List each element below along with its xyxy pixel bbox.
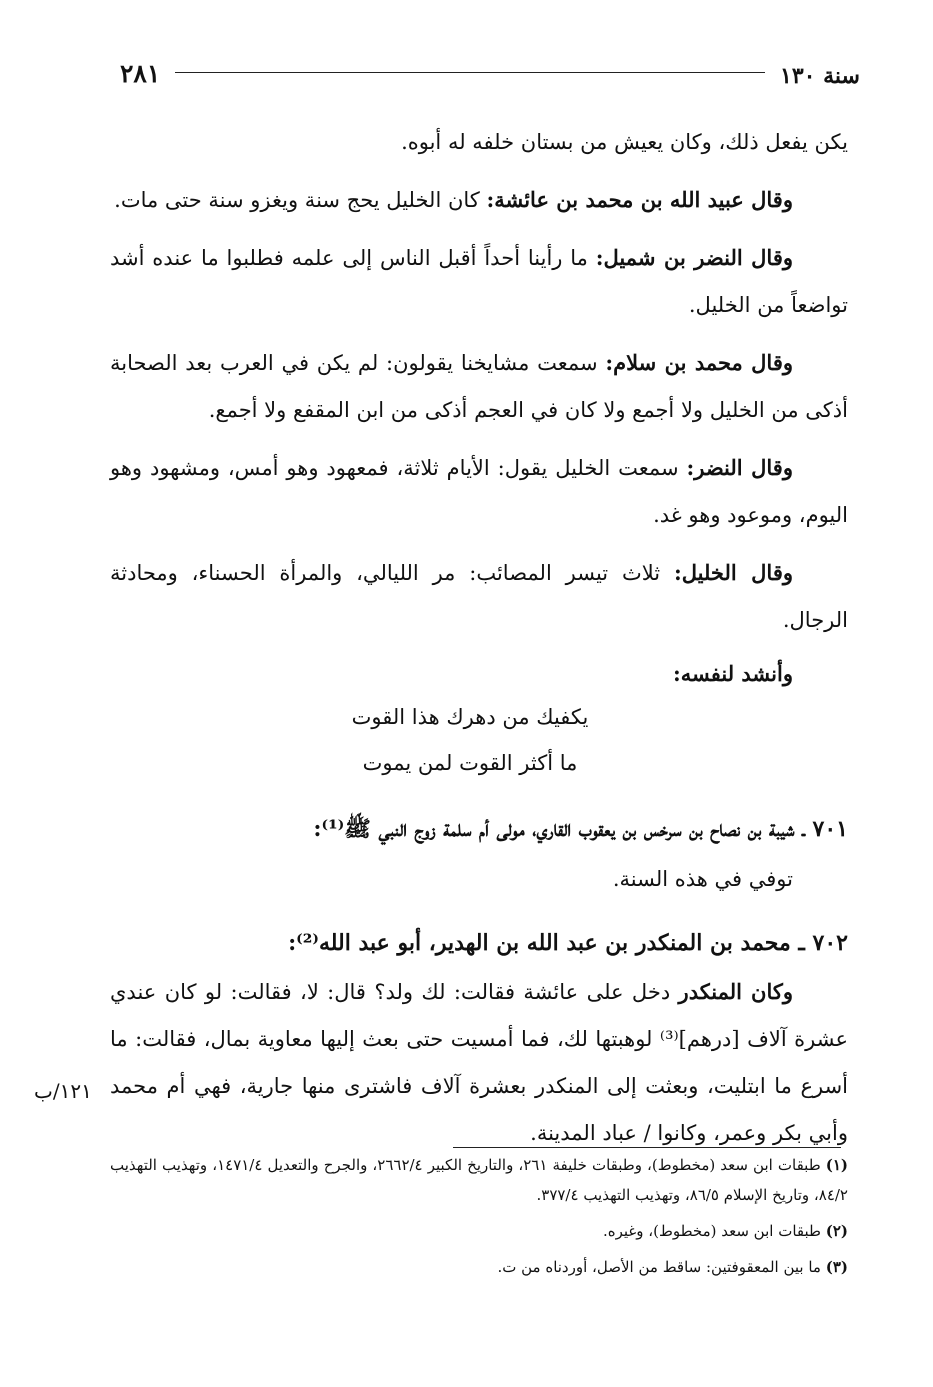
main-text — [110, 118, 848, 1167]
paragraph-4 — [110, 339, 848, 434]
footnote-2 — [110, 1216, 848, 1246]
paragraph-text: دخل على عائشة فقالت: لك ولد؟ قال: لا، فقالت: لو كان عندي عشرة آلاف [درهم]⁽³⁾ لوهبتها لك، فما أمسيت حتى بعث إليها معاوية بمال، فقالت: ما أسرع ما ابتليت، وبعثت إلى المنكدر بعشرة آلاف فاشترى منها جارية، فهي أم محمد وأبي بكر وعمر، وكانوا / عباد المدينة. — [110, 980, 849, 1145]
entry-702-text — [110, 968, 848, 1157]
page-header — [115, 58, 860, 94]
paragraph-text: ثلاث تيسر المصائب: مر الليالي، والمرأة الحسناء، ومحادثة الرجال. — [110, 561, 848, 632]
paragraph-text: سمعت الخليل يقول: الأيام ثلاثة، فمعهود وهو أمس، ومشهود وهو اليوم، وموعود وهو غد. — [110, 456, 848, 527]
paragraph-lead: وقال النضر: — [686, 455, 793, 480]
paragraph-text: ما رأينا أحداً أقبل الناس إلى علمه فطلبوا ما عنده أشد تواضعاً من الخليل. — [110, 246, 848, 317]
paragraph-lead: وقال محمد بن سلام: — [605, 350, 793, 375]
paragraph-text: يكن يفعل ذلك، وكان يعيش من بستان خلفه له أبوه. — [401, 130, 848, 154]
entry-701-heading: ٧٠١ ـ شيبة بن نصاح بن سرخس بن يعقوب القاري، مولى أم سلمة زوج النبي ﷺ⁽¹⁾: — [313, 816, 848, 842]
footnote-text: ما بين المعقوفتين: ساقط من الأصل، أوردناه من ت. — [497, 1258, 826, 1276]
footnote-number: (١) — [825, 1156, 848, 1174]
paragraph-lead: وقال النضر بن شميل: — [595, 245, 793, 270]
footnote-1 — [110, 1150, 848, 1210]
entry-702-heading: ٧٠٢ ـ محمد بن المنكدر بن عبد الله بن الهدير، أبو عبد الله⁽²⁾: — [288, 930, 848, 956]
footnote-number: (٣) — [825, 1258, 848, 1276]
running-head: سنة ١٣٠ — [780, 63, 860, 89]
paragraph-text: كان الخليل يحج سنة ويغزو سنة حتى مات. — [114, 188, 487, 212]
poem-intro: وأنشد لنفسه: — [673, 661, 793, 686]
paragraph-text: سمعت مشايخنا يقولون: لم يكن في العرب بعد الصحابة أذكى من الخليل ولا أجمع ولا كان في العجم أذكى من ابن المقفع ولا أجمع. — [110, 351, 848, 422]
paragraph-lead: وقال عبيد الله بن محمد بن عائشة: — [486, 187, 793, 212]
poem-verse-2: ما أكثر القوت لمن يموت — [362, 751, 578, 775]
paragraph-5 — [110, 444, 848, 539]
paragraph-3 — [110, 234, 848, 329]
poem-verse-1: يكفيك من دهرك هذا القوت — [351, 705, 589, 729]
paragraph-2 — [110, 176, 848, 224]
footnote-3 — [110, 1252, 848, 1282]
footnotes — [110, 1150, 848, 1288]
footnote-number: (٢) — [825, 1222, 848, 1240]
paragraph-6 — [110, 549, 848, 644]
paragraph-1 — [110, 118, 848, 166]
paragraph-lead: وقال الخليل: — [673, 560, 793, 585]
page-number: ٢٨١ — [120, 59, 161, 88]
manuscript-folio-note: ١٢١/ب — [34, 1079, 92, 1103]
header-rule — [175, 72, 765, 73]
poem — [260, 694, 680, 786]
footnote-rule — [453, 1147, 841, 1148]
footnote-text: طبقات ابن سعد (مخطوط)، وغيره. — [602, 1222, 826, 1240]
paragraph-lead: وكان المنكدر — [678, 979, 793, 1004]
entry-701-text: توفي في هذه السنة. — [612, 867, 793, 891]
footnote-text: طبقات ابن سعد (مخطوط)، وطبقات خليفة ٢٦١، والتاريخ الكبير ٢٦٦٢/٤، والجرح والتعديل ١٤٧١/٤، وتهذيب التهذيب ٨٤/٢، وتاريخ الإسلام ٨٦/٥، وتهذيب التهذيب ٣٧٧/٤. — [110, 1156, 848, 1204]
